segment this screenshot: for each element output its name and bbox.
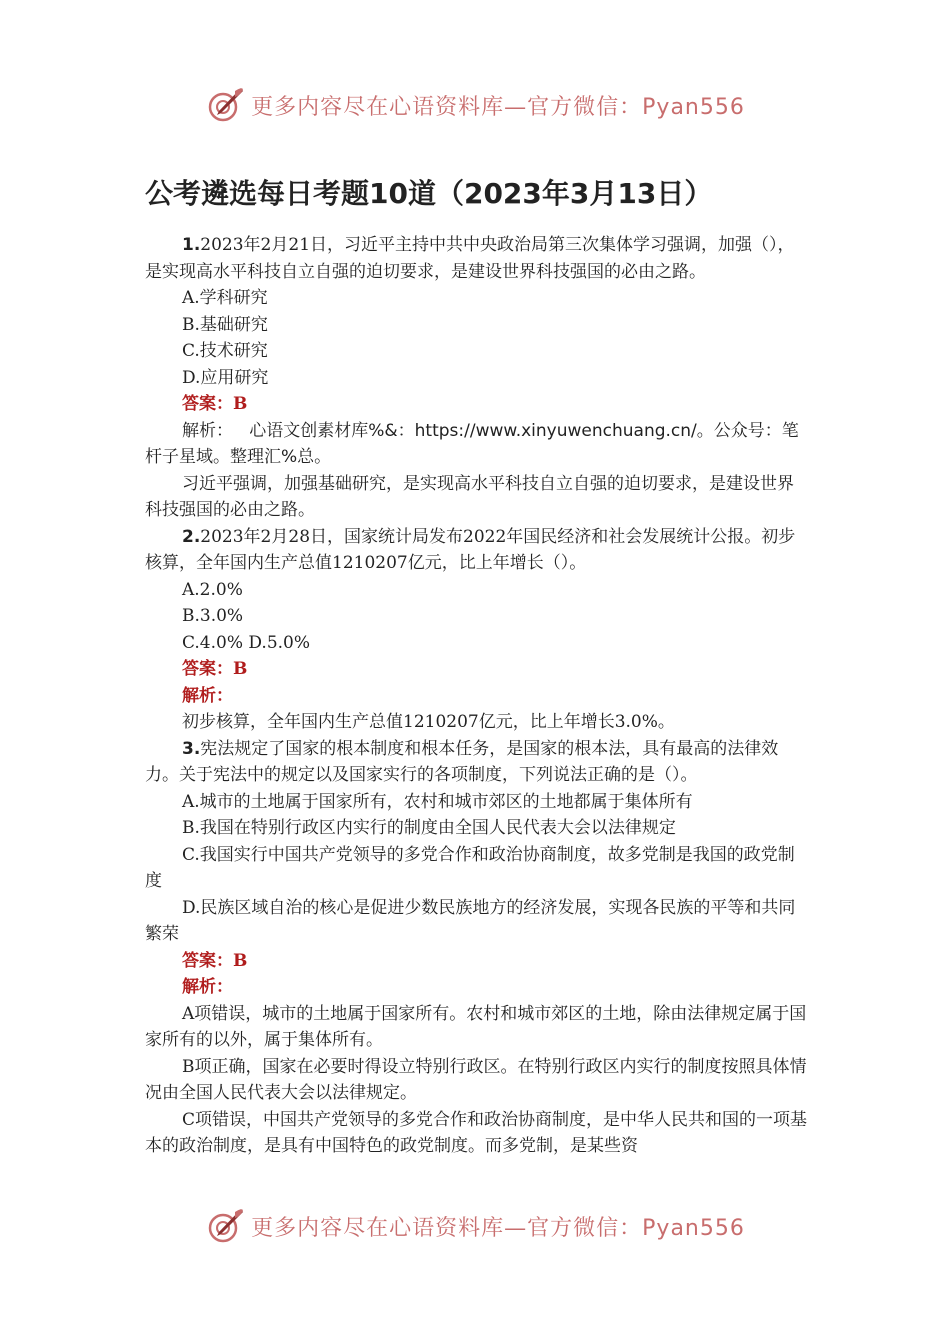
question-3-explanation-c: C项错误，中国共产党领导的多党合作和政治协商制度，是中华人民共和国的一项基本的政治制度，是具有中国特色的政党制度。而多党制，是某些资 (145, 1109, 808, 1156)
question-3-option-b: B.我国在特别行政区内实行的制度由全国人民代表大会以法律规定 (182, 818, 676, 838)
question-2-answer: 答案：B (182, 659, 248, 679)
question-1-option-c: C.技术研究 (182, 341, 268, 361)
banner-text: 更多内容尽在心语资料库—官方微信：Pyan556 (251, 94, 745, 120)
question-1-explanation: 习近平强调，加强基础研究，是实现高水平科技自立自强的迫切要求，是建设世界科技强国的必由之路。 (145, 473, 794, 520)
question-2-explanation-label: 解析： (182, 685, 233, 706)
question-3-explanation-label: 解析： (182, 977, 233, 997)
quill-logo-icon (205, 1206, 245, 1246)
banner-text: 更多内容尽在心语资料库—官方微信：Pyan556 (251, 1215, 745, 1241)
question-2-option-cd: C.4.0% D.5.0% (182, 632, 311, 653)
question-3-answer: 答案：B (182, 950, 248, 971)
question-1-option-a: A.学科研究 (182, 288, 268, 308)
question-3-explanation-b: B项正确，国家在必要时得设立特别行政区。在特别行政区内实行的制度按照具体情况由全国人民代表大会以法律规定。 (145, 1056, 807, 1103)
question-3-stem: 3.宪法规定了国家的根本制度和根本任务，是国家的根本法，具有最高的法律效力。关于宪法中的规定以及国家实行的各项制度，下列说法正确的是（）。 (145, 738, 779, 785)
question-1-option-d: D.应用研究 (182, 367, 269, 388)
page-title: 公考遴选每日考题10道（2023年3月13日） (145, 177, 713, 210)
question-3-option-c: C.我国实行中国共产党领导的多党合作和政治协商制度，故多党制是我国的政党制度 (145, 844, 795, 891)
quill-logo-icon (205, 85, 245, 125)
question-2-option-a: A.2.0% (182, 579, 243, 600)
question-1-option-b: B.基础研究 (182, 314, 268, 335)
question-3-explanation-a: A项错误，城市的土地属于国家所有。农村和城市郊区的土地，除由法律规定属于国家所有的以外，属于集体所有。 (145, 1003, 807, 1050)
question-1-note: 解析： 心语文创素材库%&：https://www.xinyuwenchuang.cn/。公众号：笔杆子星域。整理汇%总。 (145, 420, 799, 467)
question-2-stem: 2.2023年2月28日，国家统计局发布2022年国民经济和社会发展统计公报。初步核算，全年国内生产总值1210207亿元，比上年增长（）。 (145, 526, 796, 573)
footer-banner (0, 1201, 950, 1251)
question-1-stem: 1.2023年2月21日，习近平主持中共中央政治局第三次集体学习强调，加强（），是实现高水平科技自立自强的迫切要求，是建设世界科技强国的必由之路。 (145, 235, 795, 282)
question-2-option-b: B.3.0% (182, 606, 244, 626)
question-3-option-a: A.城市的土地属于国家所有，农村和城市郊区的土地都属于集体所有 (182, 791, 693, 812)
question-1-answer: 答案：B (182, 394, 248, 414)
question-2-explanation: 初步核算，全年国内生产总值1210207亿元，比上年增长3.0%。 (182, 712, 675, 732)
question-3-option-d: D.民族区域自治的核心是促进少数民族地方的经济发展，实现各民族的平等和共同繁荣 (145, 897, 796, 944)
document-body (145, 232, 807, 1160)
header-banner (0, 80, 950, 130)
